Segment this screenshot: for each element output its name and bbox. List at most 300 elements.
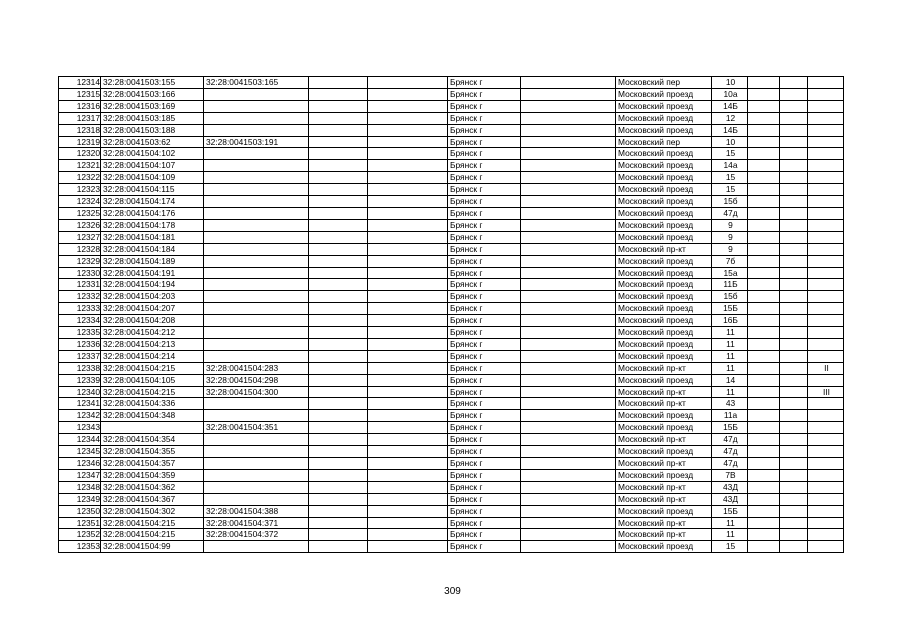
cell-empty bbox=[309, 77, 368, 89]
cell-empty bbox=[748, 172, 780, 184]
cell-empty bbox=[368, 124, 448, 136]
cell-empty bbox=[780, 279, 808, 291]
cell-cadastral-number: 32:28:0041504:207 bbox=[101, 303, 204, 315]
cell-empty bbox=[309, 148, 368, 160]
cell-empty bbox=[521, 505, 616, 517]
cell-city: Брянск г bbox=[448, 267, 521, 279]
cell-cadastral-number: 32:28:0041504:189 bbox=[101, 255, 204, 267]
cell-empty bbox=[521, 148, 616, 160]
cell-empty bbox=[309, 243, 368, 255]
table-row bbox=[59, 517, 844, 529]
cell-number: 12320 bbox=[59, 148, 101, 160]
cell-empty bbox=[309, 267, 368, 279]
cell-empty bbox=[748, 315, 780, 327]
cell-number: 12318 bbox=[59, 124, 101, 136]
cell-city: Брянск г bbox=[448, 410, 521, 422]
cell-house: 10 bbox=[712, 136, 748, 148]
cell-extra bbox=[808, 112, 844, 124]
cell-empty bbox=[309, 136, 368, 148]
cell-house: 15Б bbox=[712, 422, 748, 434]
cell-street: Московский проезд bbox=[616, 255, 712, 267]
cell-empty bbox=[780, 100, 808, 112]
cell-house: 47д bbox=[712, 207, 748, 219]
cell-cadastral-number-2 bbox=[204, 350, 309, 362]
cell-street: Московский проезд bbox=[616, 541, 712, 553]
cell-house: 7В bbox=[712, 469, 748, 481]
cell-cadastral-number-2 bbox=[204, 112, 309, 124]
cell-cadastral-number-2 bbox=[204, 88, 309, 100]
cell-house: 15б bbox=[712, 291, 748, 303]
cell-empty bbox=[309, 422, 368, 434]
cell-city: Брянск г bbox=[448, 505, 521, 517]
cell-empty bbox=[521, 386, 616, 398]
cell-empty bbox=[309, 481, 368, 493]
cell-cadastral-number: 32:28:0041504:203 bbox=[101, 291, 204, 303]
cell-house: 12 bbox=[712, 112, 748, 124]
cell-empty bbox=[748, 136, 780, 148]
cell-cadastral-number: 32:28:0041504:354 bbox=[101, 434, 204, 446]
cell-empty bbox=[748, 327, 780, 339]
cell-cadastral-number: 32:28:0041504:348 bbox=[101, 410, 204, 422]
cell-city: Брянск г bbox=[448, 231, 521, 243]
cell-empty bbox=[748, 422, 780, 434]
cell-empty bbox=[780, 303, 808, 315]
cell-street: Московский проезд bbox=[616, 160, 712, 172]
cell-number: 12346 bbox=[59, 458, 101, 470]
cell-number: 12345 bbox=[59, 446, 101, 458]
cell-house: 14Б bbox=[712, 124, 748, 136]
cell-cadastral-number-2 bbox=[204, 148, 309, 160]
cell-cadastral-number-2: 32:28:0041504:371 bbox=[204, 517, 309, 529]
table-row bbox=[59, 77, 844, 89]
cell-empty bbox=[521, 172, 616, 184]
cell-extra bbox=[808, 303, 844, 315]
cell-empty bbox=[780, 362, 808, 374]
cell-cadastral-number: 32:28:0041504:107 bbox=[101, 160, 204, 172]
cell-number: 12324 bbox=[59, 196, 101, 208]
cell-number: 12338 bbox=[59, 362, 101, 374]
cell-empty bbox=[748, 100, 780, 112]
cell-street: Московский проезд bbox=[616, 172, 712, 184]
cell-city: Брянск г bbox=[448, 172, 521, 184]
cell-empty bbox=[521, 255, 616, 267]
cell-cadastral-number-2 bbox=[204, 207, 309, 219]
cell-empty bbox=[521, 243, 616, 255]
cell-empty bbox=[521, 279, 616, 291]
cell-extra: II bbox=[808, 362, 844, 374]
cell-empty bbox=[309, 315, 368, 327]
cell-empty bbox=[780, 172, 808, 184]
table-row bbox=[59, 196, 844, 208]
cell-street: Московский проезд bbox=[616, 374, 712, 386]
cell-city: Брянск г bbox=[448, 362, 521, 374]
cell-cadastral-number: 32:28:0041504:181 bbox=[101, 231, 204, 243]
cell-empty bbox=[780, 219, 808, 231]
cell-city: Брянск г bbox=[448, 422, 521, 434]
cell-city: Брянск г bbox=[448, 469, 521, 481]
cell-extra bbox=[808, 338, 844, 350]
cell-house: 15Б bbox=[712, 303, 748, 315]
cell-cadastral-number: 32:28:0041504:115 bbox=[101, 184, 204, 196]
cell-empty bbox=[748, 160, 780, 172]
cell-cadastral-number-2 bbox=[204, 315, 309, 327]
cell-street: Московский проезд bbox=[616, 410, 712, 422]
cell-empty bbox=[521, 469, 616, 481]
cell-house: 16Б bbox=[712, 315, 748, 327]
cell-cadastral-number: 32:28:0041504:99 bbox=[101, 541, 204, 553]
cell-extra bbox=[808, 267, 844, 279]
cell-empty bbox=[780, 529, 808, 541]
cell-cadastral-number: 32:28:0041504:213 bbox=[101, 338, 204, 350]
cell-house: 10 bbox=[712, 77, 748, 89]
cell-empty bbox=[368, 279, 448, 291]
table-row bbox=[59, 469, 844, 481]
cell-empty bbox=[748, 124, 780, 136]
cell-empty bbox=[521, 196, 616, 208]
table-row bbox=[59, 243, 844, 255]
cell-cadastral-number: 32:28:0041504:184 bbox=[101, 243, 204, 255]
table-row bbox=[59, 327, 844, 339]
cell-city: Брянск г bbox=[448, 374, 521, 386]
table-row bbox=[59, 255, 844, 267]
cell-extra bbox=[808, 481, 844, 493]
cell-street: Московский проезд bbox=[616, 469, 712, 481]
cell-empty bbox=[368, 338, 448, 350]
cell-street: Московский пер bbox=[616, 77, 712, 89]
cell-empty bbox=[521, 374, 616, 386]
cell-house: 11 bbox=[712, 529, 748, 541]
cell-city: Брянск г bbox=[448, 338, 521, 350]
cell-empty bbox=[521, 267, 616, 279]
cell-empty bbox=[748, 255, 780, 267]
cell-empty bbox=[780, 517, 808, 529]
cell-cadastral-number-2 bbox=[204, 172, 309, 184]
registry-table bbox=[58, 76, 844, 553]
table-row bbox=[59, 434, 844, 446]
cell-extra bbox=[808, 410, 844, 422]
cell-empty bbox=[368, 291, 448, 303]
cell-city: Брянск г bbox=[448, 446, 521, 458]
cell-cadastral-number-2 bbox=[204, 184, 309, 196]
cell-street: Московский проезд bbox=[616, 124, 712, 136]
cell-empty bbox=[780, 327, 808, 339]
cell-extra bbox=[808, 255, 844, 267]
cell-empty bbox=[748, 148, 780, 160]
table-row bbox=[59, 362, 844, 374]
cell-cadastral-number: 32:28:0041504:109 bbox=[101, 172, 204, 184]
cell-empty bbox=[309, 434, 368, 446]
cell-empty bbox=[521, 207, 616, 219]
cell-cadastral-number: 32:28:0041504:215 bbox=[101, 517, 204, 529]
cell-extra bbox=[808, 207, 844, 219]
cell-empty bbox=[748, 446, 780, 458]
cell-number: 12326 bbox=[59, 219, 101, 231]
table-row bbox=[59, 231, 844, 243]
cell-extra: III bbox=[808, 386, 844, 398]
cell-house: 43Д bbox=[712, 481, 748, 493]
cell-empty bbox=[521, 422, 616, 434]
cell-empty bbox=[368, 469, 448, 481]
cell-cadastral-number-2 bbox=[204, 267, 309, 279]
cell-city: Брянск г bbox=[448, 148, 521, 160]
cell-city: Брянск г bbox=[448, 219, 521, 231]
cell-number: 12347 bbox=[59, 469, 101, 481]
cell-empty bbox=[780, 386, 808, 398]
cell-number: 12314 bbox=[59, 77, 101, 89]
cell-empty bbox=[780, 88, 808, 100]
cell-cadastral-number-2 bbox=[204, 410, 309, 422]
cell-street: Московский проезд bbox=[616, 148, 712, 160]
cell-empty bbox=[780, 350, 808, 362]
cell-street: Московский проезд bbox=[616, 327, 712, 339]
cell-empty bbox=[309, 291, 368, 303]
cell-cadastral-number: 32:28:0041504:208 bbox=[101, 315, 204, 327]
cell-street: Московский проезд bbox=[616, 505, 712, 517]
cell-cadastral-number-2 bbox=[204, 100, 309, 112]
cell-cadastral-number: 32:28:0041504:367 bbox=[101, 493, 204, 505]
cell-empty bbox=[309, 446, 368, 458]
cell-cadastral-number: 32:28:0041504:194 bbox=[101, 279, 204, 291]
cell-number: 12335 bbox=[59, 327, 101, 339]
cell-extra bbox=[808, 446, 844, 458]
cell-empty bbox=[368, 529, 448, 541]
cell-empty bbox=[748, 207, 780, 219]
cell-empty bbox=[309, 184, 368, 196]
cell-cadastral-number-2 bbox=[204, 458, 309, 470]
cell-house: 11 bbox=[712, 338, 748, 350]
cell-cadastral-number: 32:28:0041504:102 bbox=[101, 148, 204, 160]
cell-cadastral-number-2 bbox=[204, 327, 309, 339]
cell-cadastral-number-2 bbox=[204, 469, 309, 481]
cell-house: 14а bbox=[712, 160, 748, 172]
cell-cadastral-number-2 bbox=[204, 481, 309, 493]
cell-cadastral-number-2 bbox=[204, 493, 309, 505]
cell-street: Московский проезд bbox=[616, 303, 712, 315]
cell-extra bbox=[808, 160, 844, 172]
cell-empty bbox=[368, 541, 448, 553]
table-row bbox=[59, 267, 844, 279]
cell-empty bbox=[368, 231, 448, 243]
cell-empty bbox=[309, 350, 368, 362]
cell-empty bbox=[368, 374, 448, 386]
cell-empty bbox=[780, 267, 808, 279]
cell-empty bbox=[309, 505, 368, 517]
table-row bbox=[59, 88, 844, 100]
cell-empty bbox=[521, 517, 616, 529]
table-row bbox=[59, 100, 844, 112]
cell-empty bbox=[309, 398, 368, 410]
cell-empty bbox=[780, 505, 808, 517]
cell-extra bbox=[808, 517, 844, 529]
cell-empty bbox=[521, 327, 616, 339]
cell-empty bbox=[368, 517, 448, 529]
cell-city: Брянск г bbox=[448, 196, 521, 208]
cell-empty bbox=[521, 291, 616, 303]
cell-empty bbox=[521, 338, 616, 350]
cell-extra bbox=[808, 374, 844, 386]
cell-cadastral-number: 32:28:0041504:362 bbox=[101, 481, 204, 493]
cell-empty bbox=[309, 458, 368, 470]
cell-number: 12340 bbox=[59, 386, 101, 398]
cell-empty bbox=[368, 267, 448, 279]
cell-empty bbox=[748, 338, 780, 350]
cell-empty bbox=[309, 124, 368, 136]
table-row bbox=[59, 458, 844, 470]
table-row bbox=[59, 386, 844, 398]
cell-cadastral-number-2 bbox=[204, 255, 309, 267]
cell-number: 12317 bbox=[59, 112, 101, 124]
cell-empty bbox=[748, 541, 780, 553]
cell-city: Брянск г bbox=[448, 207, 521, 219]
cell-cadastral-number-2 bbox=[204, 541, 309, 553]
table-row bbox=[59, 219, 844, 231]
cell-extra bbox=[808, 505, 844, 517]
cell-number: 12323 bbox=[59, 184, 101, 196]
cell-extra bbox=[808, 243, 844, 255]
cell-empty bbox=[368, 172, 448, 184]
cell-empty bbox=[368, 434, 448, 446]
cell-street: Московский пр-кт bbox=[616, 434, 712, 446]
cell-street: Московский проезд bbox=[616, 219, 712, 231]
cell-house: 11Б bbox=[712, 279, 748, 291]
cell-cadastral-number-2 bbox=[204, 243, 309, 255]
cell-empty bbox=[368, 196, 448, 208]
cell-number: 12328 bbox=[59, 243, 101, 255]
cell-empty bbox=[521, 100, 616, 112]
table-row bbox=[59, 410, 844, 422]
cell-empty bbox=[748, 362, 780, 374]
cell-cadastral-number: 32:28:0041504:215 bbox=[101, 386, 204, 398]
cell-extra bbox=[808, 148, 844, 160]
cell-empty bbox=[521, 481, 616, 493]
cell-number: 12316 bbox=[59, 100, 101, 112]
cell-empty bbox=[368, 77, 448, 89]
cell-empty bbox=[521, 362, 616, 374]
cell-extra bbox=[808, 398, 844, 410]
cell-empty bbox=[780, 148, 808, 160]
cell-empty bbox=[780, 255, 808, 267]
cell-empty bbox=[368, 327, 448, 339]
cell-empty bbox=[521, 160, 616, 172]
cell-empty bbox=[748, 112, 780, 124]
cell-empty bbox=[309, 517, 368, 529]
table-row bbox=[59, 481, 844, 493]
cell-cadastral-number-2: 32:28:0041504:300 bbox=[204, 386, 309, 398]
cell-cadastral-number: 32:28:0041503:166 bbox=[101, 88, 204, 100]
cell-street: Московский проезд bbox=[616, 291, 712, 303]
cell-empty bbox=[521, 231, 616, 243]
cell-street: Московский пр-кт bbox=[616, 481, 712, 493]
cell-empty bbox=[521, 303, 616, 315]
cell-street: Московский пр-кт bbox=[616, 362, 712, 374]
cell-cadastral-number: 32:28:0041504:336 bbox=[101, 398, 204, 410]
cell-empty bbox=[368, 148, 448, 160]
cell-empty bbox=[780, 434, 808, 446]
cell-empty bbox=[521, 541, 616, 553]
cell-house: 7б bbox=[712, 255, 748, 267]
cell-empty bbox=[748, 505, 780, 517]
page-number: 309 bbox=[444, 586, 461, 597]
cell-extra bbox=[808, 493, 844, 505]
cell-extra bbox=[808, 100, 844, 112]
cell-extra bbox=[808, 327, 844, 339]
cell-number: 12339 bbox=[59, 374, 101, 386]
cell-house: 11 bbox=[712, 350, 748, 362]
cell-empty bbox=[368, 88, 448, 100]
cell-house: 11 bbox=[712, 517, 748, 529]
cell-empty bbox=[748, 410, 780, 422]
cell-cadastral-number: 32:28:0041504:215 bbox=[101, 362, 204, 374]
cell-extra bbox=[808, 88, 844, 100]
cell-city: Брянск г bbox=[448, 184, 521, 196]
cell-street: Московский пр-кт bbox=[616, 458, 712, 470]
cell-street: Московский проезд bbox=[616, 446, 712, 458]
cell-empty bbox=[309, 279, 368, 291]
cell-number: 12353 bbox=[59, 541, 101, 553]
cell-street: Московский пр-кт bbox=[616, 386, 712, 398]
cell-extra bbox=[808, 350, 844, 362]
cell-number: 12325 bbox=[59, 207, 101, 219]
cell-empty bbox=[309, 374, 368, 386]
cell-empty bbox=[368, 136, 448, 148]
cell-cadastral-number-2 bbox=[204, 279, 309, 291]
cell-cadastral-number-2 bbox=[204, 303, 309, 315]
cell-empty bbox=[368, 505, 448, 517]
cell-number: 12319 bbox=[59, 136, 101, 148]
cell-house: 47д bbox=[712, 446, 748, 458]
cell-city: Брянск г bbox=[448, 481, 521, 493]
cell-empty bbox=[748, 279, 780, 291]
cell-city: Брянск г bbox=[448, 279, 521, 291]
cell-empty bbox=[780, 136, 808, 148]
table-row bbox=[59, 446, 844, 458]
cell-empty bbox=[309, 196, 368, 208]
cell-house: 43 bbox=[712, 398, 748, 410]
cell-city: Брянск г bbox=[448, 291, 521, 303]
cell-cadastral-number-2: 32:28:0041503:191 bbox=[204, 136, 309, 148]
table-row bbox=[59, 505, 844, 517]
cell-empty bbox=[780, 410, 808, 422]
table-row bbox=[59, 291, 844, 303]
cell-number: 12330 bbox=[59, 267, 101, 279]
table-row bbox=[59, 136, 844, 148]
cell-cadastral-number-2 bbox=[204, 338, 309, 350]
cell-empty bbox=[368, 315, 448, 327]
cell-extra bbox=[808, 136, 844, 148]
cell-empty bbox=[521, 493, 616, 505]
cell-empty bbox=[521, 350, 616, 362]
cell-cadastral-number-2 bbox=[204, 219, 309, 231]
cell-empty bbox=[368, 446, 448, 458]
cell-cadastral-number: 32:28:0041503:169 bbox=[101, 100, 204, 112]
cell-extra bbox=[808, 196, 844, 208]
cell-empty bbox=[309, 231, 368, 243]
cell-city: Брянск г bbox=[448, 112, 521, 124]
cell-street: Московский проезд bbox=[616, 422, 712, 434]
cell-street: Московский проезд bbox=[616, 88, 712, 100]
cell-number: 12315 bbox=[59, 88, 101, 100]
cell-extra bbox=[808, 172, 844, 184]
cell-street: Московский проезд bbox=[616, 231, 712, 243]
cell-house: 43Д bbox=[712, 493, 748, 505]
cell-city: Брянск г bbox=[448, 77, 521, 89]
cell-street: Московский проезд bbox=[616, 279, 712, 291]
cell-empty bbox=[748, 458, 780, 470]
cell-empty bbox=[368, 398, 448, 410]
table-row bbox=[59, 315, 844, 327]
cell-city: Брянск г bbox=[448, 434, 521, 446]
cell-empty bbox=[780, 184, 808, 196]
